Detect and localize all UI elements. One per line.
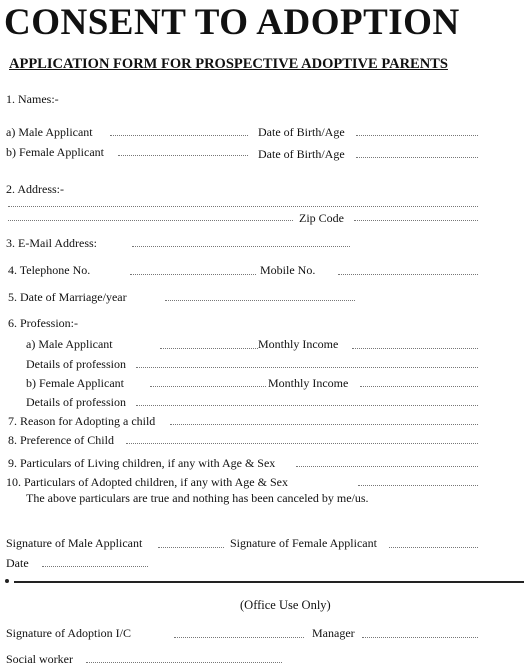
separator-bullet bbox=[5, 579, 9, 583]
male-profession-details-label: Details of profession bbox=[26, 357, 126, 371]
declaration-text: The above particulars are true and nothing has been canceled by me/us. bbox=[26, 491, 369, 505]
office-use-heading: (Office Use Only) bbox=[240, 598, 331, 612]
male-dob-label: Date of Birth/Age bbox=[258, 125, 345, 139]
male-signature-field[interactable] bbox=[158, 547, 224, 548]
female-applicant-label: b) Female Applicant bbox=[6, 145, 104, 159]
marriage-date-field[interactable] bbox=[165, 300, 355, 301]
zip-code-field[interactable] bbox=[354, 220, 478, 221]
form-title: CONSENT TO ADOPTION bbox=[4, 2, 460, 43]
profession-male-label: a) Male Applicant bbox=[26, 337, 113, 351]
mobile-label: Mobile No. bbox=[260, 263, 316, 277]
profession-male-field[interactable] bbox=[160, 348, 258, 349]
telephone-label: 4. Telephone No. bbox=[8, 263, 91, 277]
female-dob-field[interactable] bbox=[356, 157, 478, 158]
adopted-children-label: 10. Particulars of Adopted children, if any with Age & Sex bbox=[6, 475, 288, 489]
telephone-field[interactable] bbox=[130, 274, 256, 275]
form-subtitle: APPLICATION FORM FOR PROSPECTIVE ADOPTIVE PARENTS bbox=[9, 56, 448, 72]
female-profession-details-field[interactable] bbox=[136, 405, 478, 406]
female-dob-label: Date of Birth/Age bbox=[258, 147, 345, 161]
preference-field[interactable] bbox=[126, 443, 478, 444]
address-line-2-field[interactable] bbox=[8, 220, 293, 221]
adoption-ic-signature-label: Signature of Adoption I/C bbox=[6, 626, 131, 640]
reason-field[interactable] bbox=[170, 424, 478, 425]
marriage-date-label: 5. Date of Marriage/year bbox=[8, 290, 127, 304]
male-applicant-name-field[interactable] bbox=[110, 135, 248, 136]
female-income-field[interactable] bbox=[360, 386, 478, 387]
address-heading: 2. Address:- bbox=[6, 182, 64, 196]
profession-female-field[interactable] bbox=[150, 386, 266, 387]
male-dob-field[interactable] bbox=[356, 135, 478, 136]
adoption-ic-signature-field[interactable] bbox=[174, 637, 304, 638]
email-field[interactable] bbox=[132, 246, 350, 247]
zip-code-label: Zip Code bbox=[299, 211, 344, 225]
preference-label: 8. Preference of Child bbox=[8, 433, 114, 447]
profession-heading: 6. Profession:- bbox=[8, 316, 78, 330]
profession-female-label: b) Female Applicant bbox=[26, 376, 124, 390]
mobile-field[interactable] bbox=[338, 274, 478, 275]
male-profession-details-field[interactable] bbox=[136, 367, 478, 368]
female-signature-field[interactable] bbox=[389, 547, 478, 548]
female-income-label: Monthly Income bbox=[268, 376, 349, 390]
female-applicant-name-field[interactable] bbox=[118, 155, 248, 156]
address-line-1-field[interactable] bbox=[8, 206, 478, 207]
reason-label: 7. Reason for Adopting a child bbox=[8, 414, 156, 428]
female-profession-details-label: Details of profession bbox=[26, 395, 126, 409]
manager-field[interactable] bbox=[362, 637, 478, 638]
male-income-field[interactable] bbox=[352, 348, 478, 349]
male-applicant-label: a) Male Applicant bbox=[6, 125, 93, 139]
social-worker-field[interactable] bbox=[86, 662, 282, 663]
living-children-field[interactable] bbox=[296, 466, 478, 467]
male-signature-label: Signature of Male Applicant bbox=[6, 536, 143, 550]
male-income-label: Monthly Income bbox=[258, 337, 339, 351]
separator-line bbox=[14, 581, 524, 583]
living-children-label: 9. Particulars of Living children, if any with Age & Sex bbox=[8, 456, 276, 470]
female-signature-label: Signature of Female Applicant bbox=[230, 536, 377, 550]
email-label: 3. E-Mail Address: bbox=[6, 236, 97, 250]
date-field[interactable] bbox=[42, 566, 148, 567]
adopted-children-field[interactable] bbox=[358, 485, 478, 486]
manager-label: Manager bbox=[312, 626, 355, 640]
names-heading: 1. Names:- bbox=[6, 92, 59, 106]
social-worker-label: Social worker bbox=[6, 652, 73, 666]
date-label: Date bbox=[6, 556, 29, 570]
